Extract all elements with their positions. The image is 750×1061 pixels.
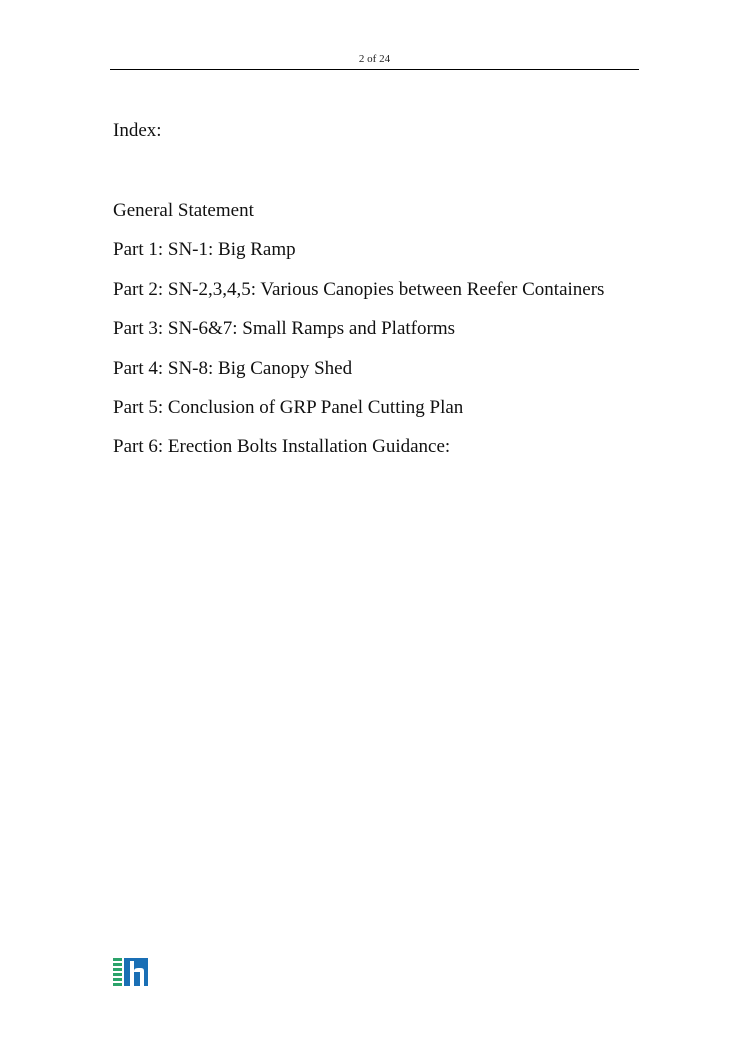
company-logo-svg	[113, 958, 148, 986]
page-number: 2 of 24	[358, 53, 391, 65]
toc-item-part-5: Part 5: Conclusion of GRP Panel Cutting Plan	[113, 396, 464, 418]
toc-item-general-statement: General Statement	[113, 200, 254, 221]
table-of-contents	[113, 200, 713, 476]
toc-item-part-1: Part 1: SN-1: Big Ramp	[113, 239, 296, 261]
company-logo-icon	[113, 958, 148, 986]
toc-item-part-4: Part 4: SN-8: Big Canopy Shed	[113, 357, 353, 379]
toc-item-part-3: Part 3: SN-6&7: Small Ramps and Platforms	[113, 318, 455, 340]
index-heading: Index:	[113, 120, 162, 141]
toc-item-part-6: Part 6: Erection Bolts Installation Guidance:	[113, 436, 451, 458]
page-header	[110, 52, 639, 70]
toc-item-part-2: Part 2: SN-2,3,4,5: Various Canopies between Reefer Containers	[113, 278, 605, 300]
